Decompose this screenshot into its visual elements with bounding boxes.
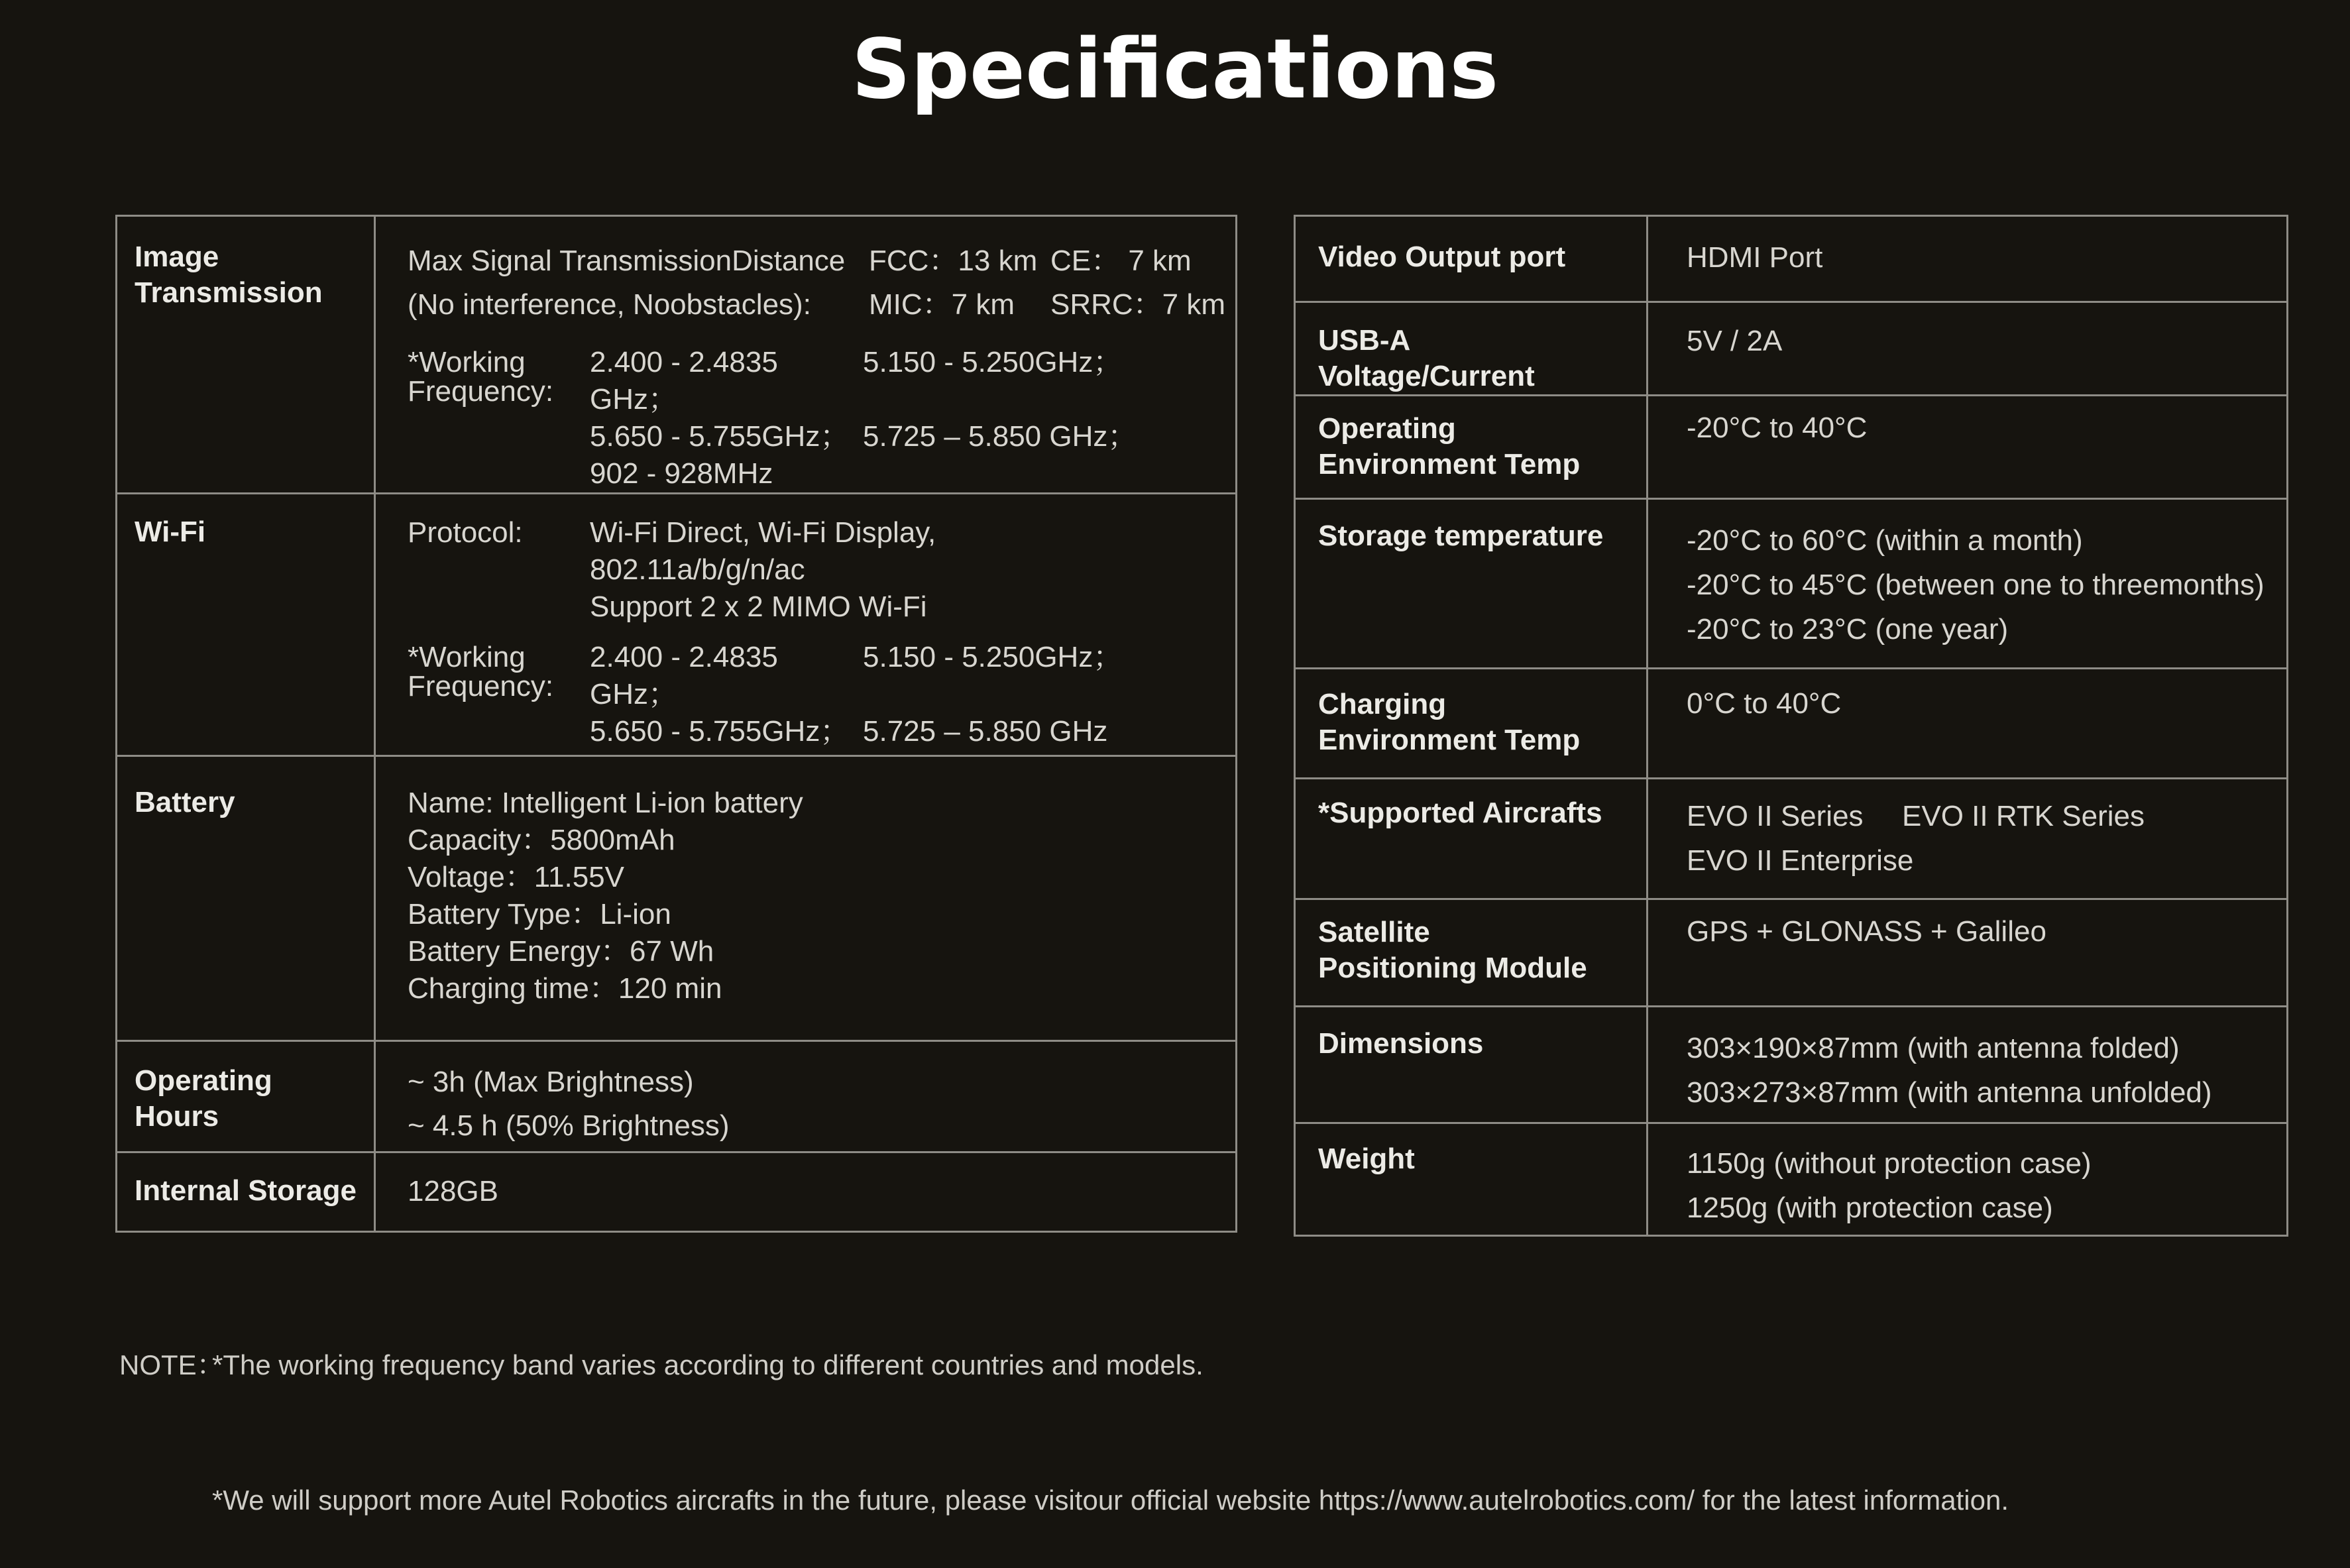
freq-value: 5.725 – 5.850 GHz — [863, 715, 1108, 748]
left-spec-table — [115, 215, 1237, 1233]
satellite-value: GPS + GLONASS + Galileo — [1687, 915, 2046, 948]
label-satellite — [1295, 899, 1648, 1007]
fcc-distance: FCC：13 km — [869, 245, 1038, 277]
label-internal-storage — [117, 1152, 375, 1232]
label-text: Wi-Fi — [135, 516, 206, 548]
label-storage-temp — [1295, 499, 1648, 669]
ce-distance: CE： 7 km — [1050, 245, 1192, 277]
freq-value: 5.150 - 5.250GHz； — [863, 346, 1123, 378]
storage-value: 128GB — [408, 1175, 498, 1207]
row-satellite — [1295, 899, 2288, 1007]
freq-value: 902 - 928MHz — [590, 457, 773, 490]
value-storage-temp — [1648, 499, 2288, 669]
row-storage-temp — [1295, 499, 2288, 669]
freq-value: 2.400 - 2.4835 GHz； — [590, 641, 778, 710]
label-line: Environment Temp — [1318, 724, 1581, 756]
value-battery — [375, 756, 1237, 1041]
freq-label: *Working — [408, 641, 526, 673]
value-image-transmission — [375, 216, 1237, 494]
label-line: Charging — [1318, 688, 1447, 720]
weight-line: 1250g (with protection case) — [1687, 1192, 2053, 1224]
value-operating-hours — [375, 1041, 1237, 1152]
label-text: Storage temperature — [1318, 520, 1604, 552]
usb-value: 5V / 2A — [1687, 325, 1783, 357]
freq-label: Frequency: — [408, 375, 554, 408]
row-video-output — [1295, 216, 2288, 302]
note-line: *We will support more Autel Robotics aircrafts in the future, please visitour official website https://www.autelrobotics.com/ for the latest information. — [212, 1484, 2009, 1516]
storage-temp-line: -20°C to 60°C (within a month) — [1687, 524, 2083, 557]
battery-line: Capacity：5800mAh — [408, 824, 675, 856]
row-internal-storage — [117, 1152, 1237, 1232]
note-prefix: NOTE： — [119, 1349, 225, 1380]
label-wifi — [117, 494, 375, 756]
aircraft-item: EVO II Series — [1687, 800, 1864, 832]
weight-line: 1150g (without protection case) — [1687, 1147, 2092, 1180]
freq-label: Frequency: — [408, 670, 554, 702]
label-operating-hours — [117, 1041, 375, 1152]
label-text: USB-A Voltage/Current — [1318, 324, 1535, 392]
label-video-output — [1295, 216, 1648, 302]
label-charging-temp — [1295, 669, 1648, 779]
label-line: Transmission — [135, 276, 323, 309]
freq-value: 5.650 - 5.755GHz； — [590, 420, 850, 453]
row-wifi — [117, 494, 1237, 756]
label-weight — [1295, 1123, 1648, 1236]
aircraft-item: EVO II RTK Series — [1902, 800, 2145, 832]
protocol-value: Support 2 x 2 MIMO Wi-Fi — [590, 590, 927, 623]
value-satellite — [1648, 899, 2288, 1007]
label-supported-aircrafts — [1295, 779, 1648, 899]
hours-line: ~ 4.5 h (50% Brightness) — [408, 1109, 730, 1142]
row-charging-temp — [1295, 669, 2288, 779]
freq-value: 5.725 – 5.850 GHz； — [863, 420, 1137, 453]
value-internal-storage — [375, 1152, 1237, 1232]
note-line: *The working frequency band varies according to different countries and models. — [212, 1349, 1203, 1380]
row-supported-aircrafts — [1295, 779, 2288, 899]
freq-value: 2.400 - 2.4835 GHz； — [590, 346, 778, 416]
srrc-distance: SRRC：7 km — [1050, 288, 1226, 321]
footnote — [119, 1253, 2009, 1568]
distance-label: (No interference, Noobstacles): — [408, 288, 811, 321]
label-battery — [117, 756, 375, 1041]
storage-temp-line: -20°C to 45°C (between one to threemonths) — [1687, 569, 2265, 601]
hours-line: ~ 3h (Max Brightness) — [408, 1066, 694, 1098]
charging-temp-value: 0°C to 40°C — [1687, 687, 1842, 720]
freq-value: 5.150 - 5.250GHz； — [863, 641, 1123, 673]
label-text: Internal Storage — [135, 1174, 357, 1207]
label-image-transmission — [117, 216, 375, 494]
label-line: Positioning Module — [1318, 952, 1587, 984]
value-wifi — [375, 494, 1237, 756]
value-weight — [1648, 1123, 2288, 1236]
value-operating-temp — [1648, 396, 2288, 499]
protocol-value: 802.11a/b/g/n/ac — [590, 553, 805, 586]
video-output-value: HDMI Port — [1687, 241, 1823, 274]
label-text: Battery — [135, 786, 235, 818]
row-weight — [1295, 1123, 2288, 1236]
protocol-value: Wi-Fi Direct, Wi-Fi Display, — [590, 516, 936, 549]
value-video-output — [1648, 216, 2288, 302]
label-text: Dimensions — [1318, 1027, 1484, 1060]
label-text: Operating Hours — [135, 1064, 272, 1133]
label-text: Weight — [1318, 1143, 1415, 1175]
page-title: Specifications — [851, 22, 1499, 117]
value-charging-temp — [1648, 669, 2288, 779]
operating-temp-value: -20°C to 40°C — [1687, 412, 1868, 444]
label-line: Operating — [1318, 412, 1456, 445]
protocol-label: Protocol: — [408, 516, 523, 549]
row-operating-hours — [117, 1041, 1237, 1152]
label-dimensions — [1295, 1007, 1648, 1123]
battery-line: Battery Energy：67 Wh — [408, 935, 714, 968]
label-line: Environment Temp — [1318, 448, 1581, 480]
battery-line: Battery Type：Li-ion — [408, 898, 671, 930]
row-usb — [1295, 302, 2288, 396]
dimensions-line: 303×190×87mm (with antenna folded) — [1687, 1032, 2180, 1064]
distance-label: Max Signal TransmissionDistance — [408, 245, 846, 277]
row-battery — [117, 756, 1237, 1041]
battery-line: Charging time：120 min — [408, 972, 722, 1005]
battery-line: Name: Intelligent Li-ion battery — [408, 787, 803, 819]
storage-temp-line: -20°C to 23°C (one year) — [1687, 613, 2009, 645]
label-usb — [1295, 302, 1648, 396]
dimensions-line: 303×273×87mm (with antenna unfolded) — [1687, 1076, 2212, 1109]
label-line: Satellite — [1318, 916, 1430, 948]
freq-label: *Working — [408, 346, 526, 378]
label-operating-temp — [1295, 396, 1648, 499]
value-dimensions — [1648, 1007, 2288, 1123]
label-text: Video Output port — [1318, 241, 1566, 273]
label-text: *Supported Aircrafts — [1318, 797, 1602, 829]
battery-line: Voltage：11.55V — [408, 861, 624, 893]
value-usb — [1648, 302, 2288, 396]
aircraft-item: EVO II Enterprise — [1687, 844, 1914, 877]
right-spec-table — [1294, 215, 2288, 1237]
value-supported-aircrafts — [1648, 779, 2288, 899]
row-dimensions — [1295, 1007, 2288, 1123]
mic-distance: MIC：7 km — [869, 288, 1015, 321]
freq-value: 5.650 - 5.755GHz； — [590, 715, 850, 748]
row-image-transmission — [117, 216, 1237, 494]
label-line: Image — [135, 241, 219, 273]
row-operating-temp — [1295, 396, 2288, 499]
